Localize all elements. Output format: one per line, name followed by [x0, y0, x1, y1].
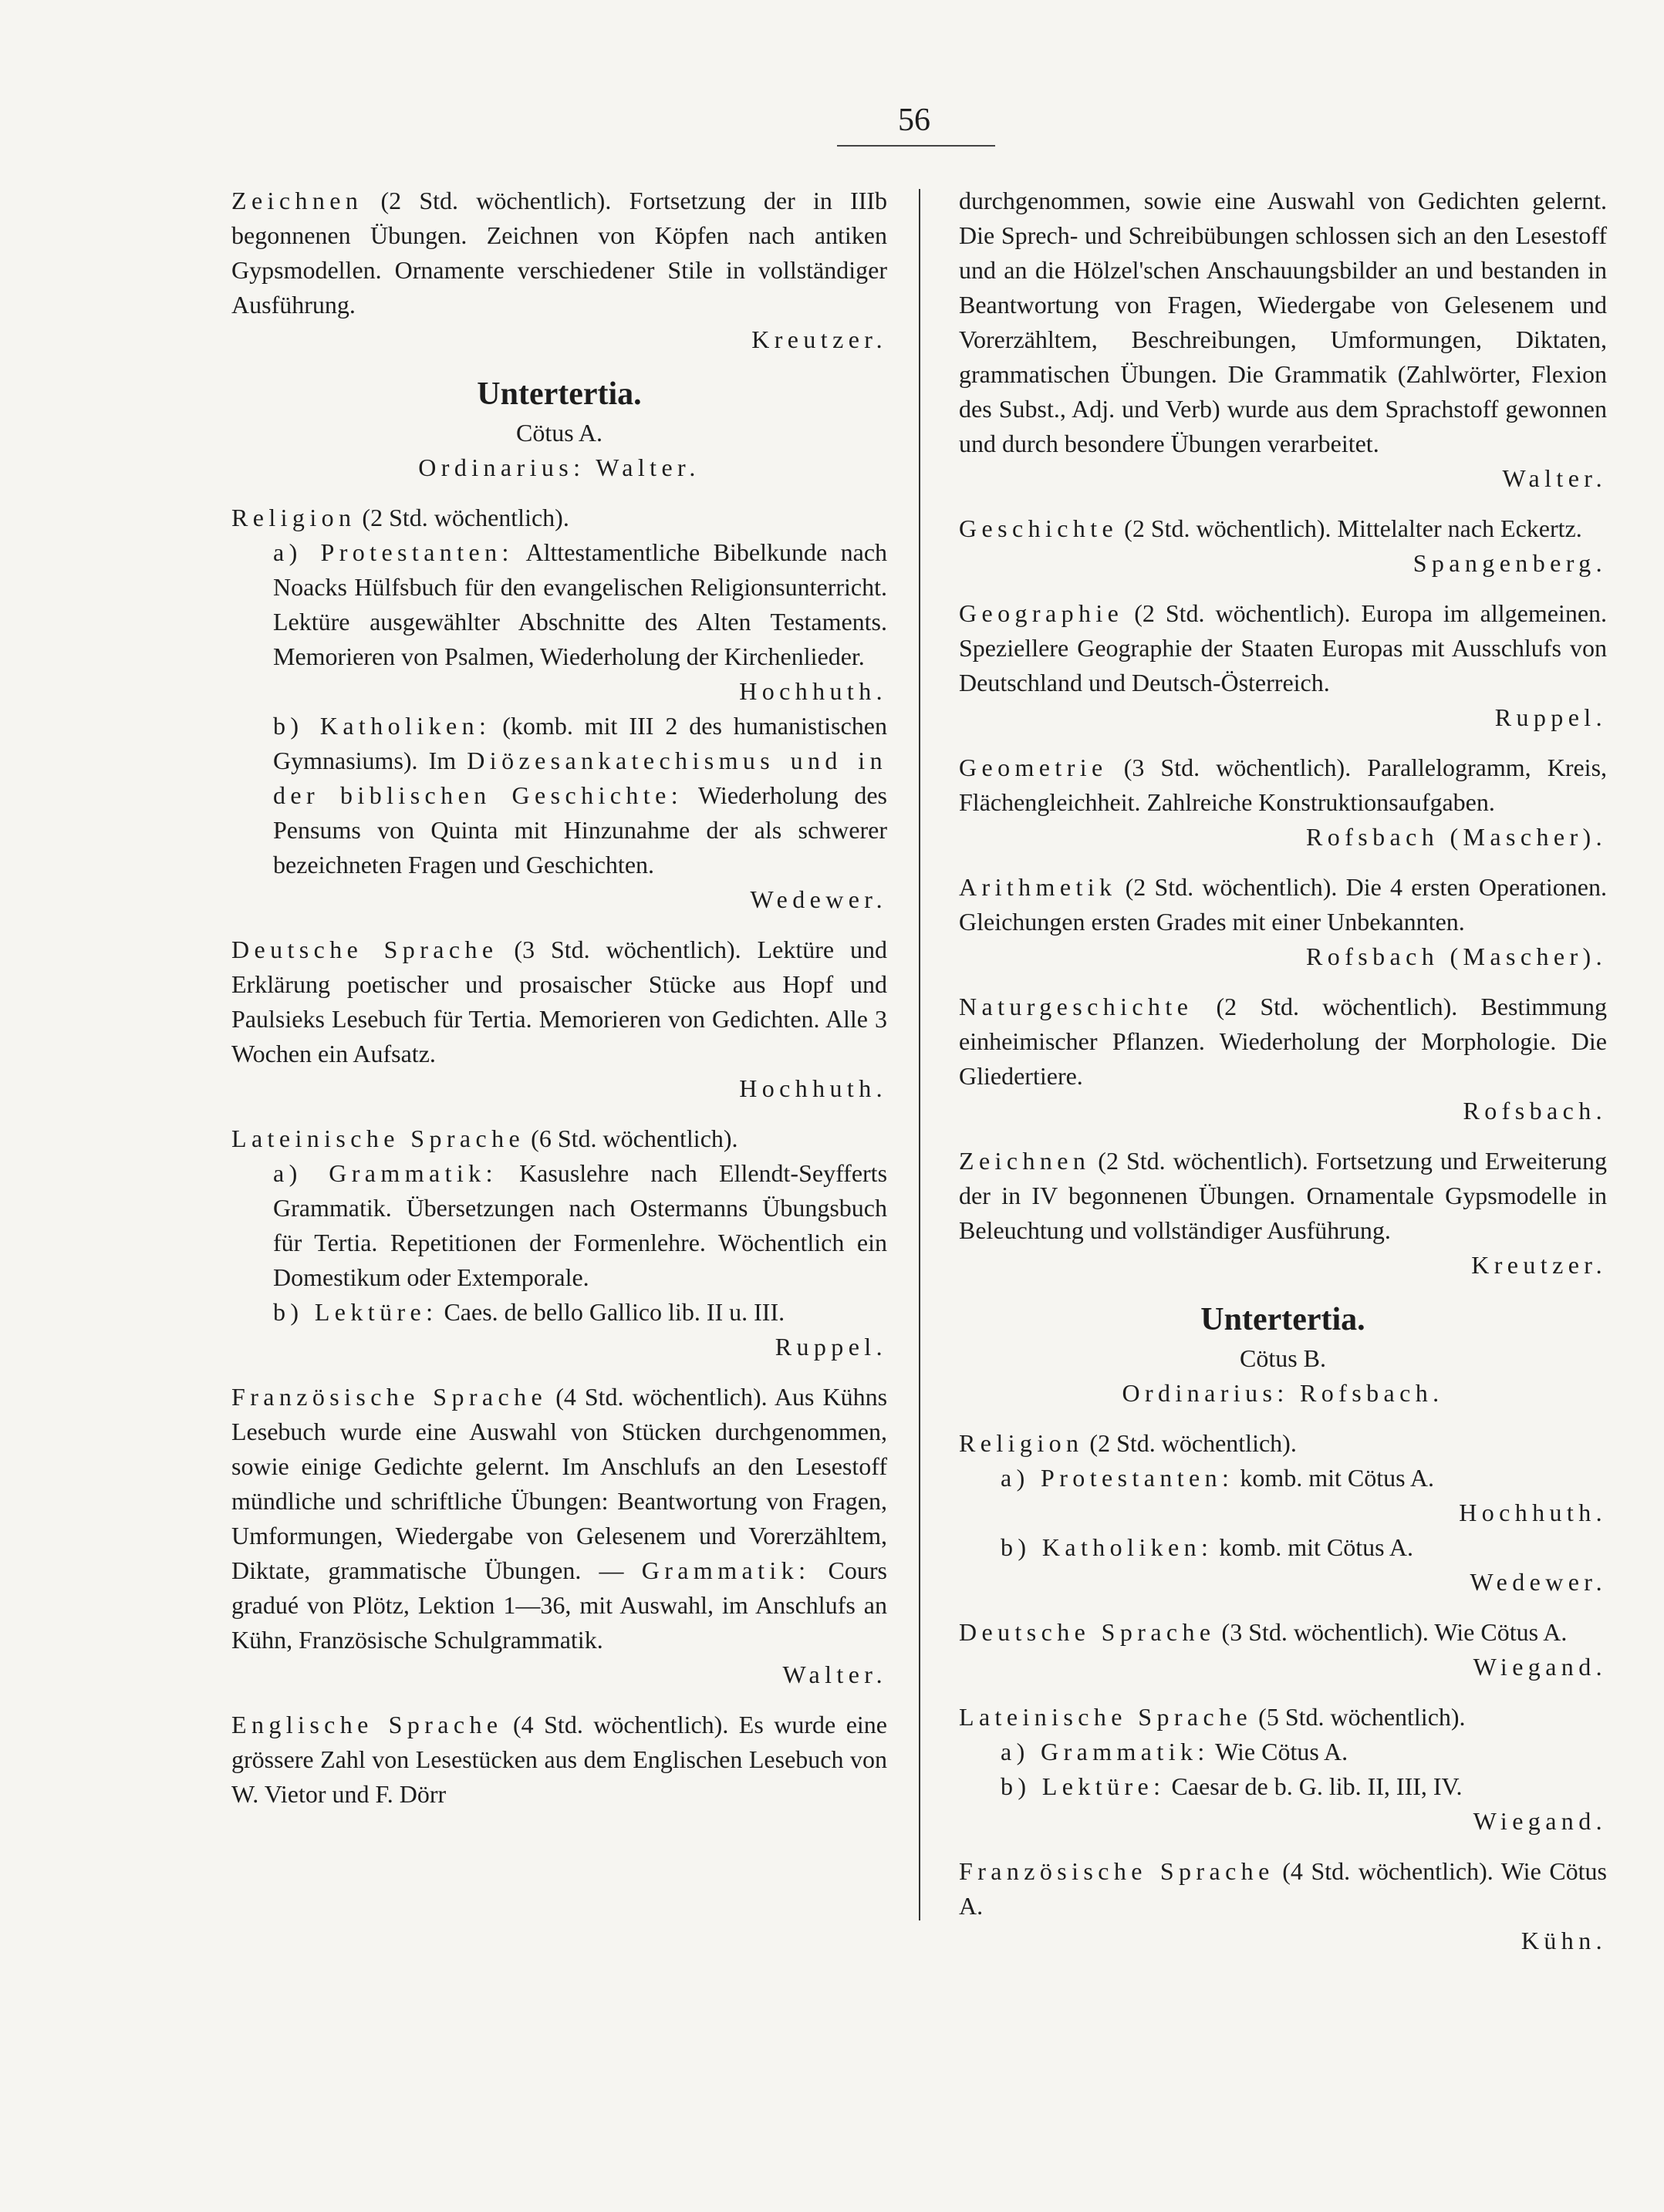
subject-title: Deutsche Sprache — [231, 936, 498, 963]
ordinarius-label: Ordinarius: Walter. — [418, 454, 700, 481]
teacher-name: Wiegand. — [1473, 1653, 1607, 1681]
geometrie-section: Geometrie (3 Std. wöchentlich). Parallelogramm, Kreis, Flächengleichheit. Zahlreiche Konstruktionsaufgaben. Rofsbach (Mascher). — [959, 750, 1607, 855]
teacher-name: Rofsbach. — [1463, 1097, 1607, 1125]
subject-title: Französische Sprache — [959, 1857, 1274, 1885]
religion-b-section: Religion (2 Std. wöchentlich). a) Protestanten: komb. mit Cötus A. Hochhuth. b) Katholiken: komb. mit Cötus A. Wedewer. — [959, 1426, 1607, 1600]
subject-title: Naturgeschichte — [959, 993, 1193, 1020]
teacher-name: Wedewer. — [1470, 1568, 1607, 1596]
subject-title: Geschichte — [959, 514, 1119, 542]
deutsch-section: Deutsche Sprache (3 Std. wöchentlich). Lektüre und Erklärung poetischer und prosaischer Stücke aus Hopf und Paulsieks Lesebuch für Tertia. Memorieren von Gedichten. Alle 3 Wochen ein Aufsatz. Hochhuth. — [231, 932, 887, 1106]
franz-b-section: Französische Sprache (4 Std. wöchentlich). Wie Cötus A. Kühn. — [959, 1854, 1607, 1958]
religion-section: Religion (2 Std. wöchentlich). a) Protestanten: Alttestamentliche Bibelkunde nach Noacks Hülfsbuch für den evangelischen Religionsunterricht. Lektüre ausgewählter Abschnitte des Alten Testaments. Memorieren von Psalmen, Wiederholung der Kirchenlieder. Hochhuth. b) Katholiken: (komb. mit III 2 des humanistischen Gymnasiums). Im Diözesankatechismus und in der biblischen Geschichte: Wiederholung des Pensums von Quinta mit Hinzunahme der als schwerer bezeichneten Fragen und Geschichten. Wedewer. — [231, 501, 887, 917]
naturgeschichte-section: Naturgeschichte (2 Std. wöchentlich). Bestimmung einheimischer Pflanzen. Wiederholung der Morphologie. Die Gliedertiere. Rofsbach. — [959, 990, 1607, 1128]
class-heading: Untertertia. — [477, 376, 642, 412]
arithmetik-section: Arithmetik (2 Std. wöchentlich). Die 4 ersten Operationen. Gleichungen ersten Grades mit einer Unbekannten. Rofsbach (Mascher). — [959, 870, 1607, 974]
teacher-name: Ruppel. — [775, 1333, 887, 1361]
ordinarius-label: Ordinarius: Rofsbach. — [1122, 1379, 1444, 1407]
subject-title: Religion — [959, 1429, 1084, 1457]
latein-section: Lateinische Sprache (6 Std. wöchentlich). a) Grammatik: Kasuslehre nach Ellendt-Seyfferts Grammatik. Übersetzungen nach Ostermanns Übungsbuch für Tertia. Repetitionen der Formenlehre. Wöchentlich ein Domestikum oder Extemporale. b) Lektüre: Caes. de bello Gallico lib. II u. III. Ruppel. — [231, 1121, 887, 1364]
subject-title: Arithmetik — [959, 873, 1117, 901]
subject-title: Englische Sprache — [231, 1711, 503, 1738]
subject-title: Deutsche Sprache — [959, 1618, 1216, 1646]
left-column — [231, 184, 887, 1827]
column-divider — [919, 189, 920, 1920]
page-number: 56 — [898, 103, 930, 138]
teacher-name: Hochhuth. — [1459, 1499, 1607, 1526]
teacher-name: Rofsbach (Mascher). — [1306, 823, 1607, 851]
latein-b-section: Lateinische Sprache (5 Std. wöchentlich). a) Grammatik: Wie Cötus A. b) Lektüre: Caesar de b. G. lib. II, III, IV. Wiegand. — [959, 1700, 1607, 1839]
teacher-name: Rofsbach (Mascher). — [1306, 942, 1607, 970]
teacher-name: Wedewer. — [750, 885, 887, 913]
teacher-name: Hochhuth. — [739, 1074, 887, 1102]
subject-title: Französische Sprache — [231, 1383, 548, 1411]
teacher-name: Kühn. — [1521, 1927, 1607, 1954]
coetus-label: Cötus B. — [1239, 1344, 1327, 1372]
englisch-continued-section: durchgenommen, sowie eine Auswahl von Gedichten gelernt. Die Sprech- und Schreibübungen schlossen sich an den Lesestoff und an die Hölzel'schen Anschauungsbilder an und bestanden in Beantwortung von Fragen, Wiedergabe von Gelesenem und Vorerzähltem, Beschreibungen, Umformungen, Diktaten, grammatischen Übungen. Die Grammatik (Zahlwörter, Flexion des Subst., Adj. und Verb) wurde aus dem Sprachstoff gewonnen und durch besondere Übungen verarbeitet. Walter. — [959, 184, 1607, 496]
subject-title: Zeichnen — [231, 187, 363, 214]
teacher-name: Walter. — [1502, 464, 1607, 492]
page-number-rule — [837, 145, 995, 147]
subject-title: Religion — [231, 504, 356, 531]
zeichnen-prev-section: Zeichnen (2 Std. wöchentlich). Fortsetzung der in IIIb begonnenen Übungen. Zeichnen von Köpfen nach antiken Gypsmodellen. Ornamente verschiedener Stile in vollständiger Ausführung. Kreutzer. — [231, 184, 887, 357]
deutsch-b-section: Deutsche Sprache (3 Std. wöchentlich). Wie Cötus A. Wiegand. — [959, 1615, 1607, 1684]
geographie-section: Geographie (2 Std. wöchentlich). Europa im allgemeinen. Speziellere Geographie der Staaten Europas mit Ausschlufs von Deutschland und Deutsch-Österreich. Ruppel. — [959, 596, 1607, 735]
englisch-section: Englische Sprache (4 Std. wöchentlich). Es wurde eine grössere Zahl von Lesestücken aus dem Englischen Lesebuch von W. Vietor und F. Dörr — [231, 1711, 887, 1808]
teacher-name: Walter. — [782, 1661, 887, 1688]
teacher-name: Kreutzer. — [751, 325, 887, 353]
right-column — [959, 184, 1607, 1974]
franz-section: Französische Sprache (4 Std. wöchentlich). Aus Kühns Lesebuch wurde eine Auswahl von Stücken durchgenommen, sowie einige Gedichte gelernt. Im Anschlufs an den Lesestoff mündliche und schriftliche Übungen: Beantwortung von Fragen, Umformungen, Wiedergabe von Gelesenem und Vorerzähltem, Diktate, grammatische Übungen. — Grammatik: Cours gradué von Plötz, Lektion 1—36, mit Auswahl, im Anschlufs an Kühn, Französische Schulgrammatik. Walter. — [231, 1380, 887, 1692]
teacher-name: Kreutzer. — [1471, 1251, 1607, 1279]
teacher-name: Spangenberg. — [1413, 549, 1607, 577]
subject-title: Zeichnen — [959, 1147, 1091, 1175]
geschichte-section: Geschichte (2 Std. wöchentlich). Mittelalter nach Eckertz. Spangenberg. — [959, 511, 1607, 581]
subject-title: Lateinische Sprache — [231, 1125, 525, 1152]
teacher-name: Ruppel. — [1494, 703, 1607, 731]
coetus-label: Cötus A. — [515, 419, 603, 447]
teacher-name: Hochhuth. — [739, 677, 887, 705]
subject-title: Geometrie — [959, 754, 1108, 781]
class-heading: Untertertia. — [1200, 1302, 1365, 1337]
teacher-name: Wiegand. — [1473, 1807, 1607, 1835]
subject-title: Geographie — [959, 599, 1124, 627]
subject-title: Lateinische Sprache — [959, 1703, 1253, 1731]
zeichnen-section: Zeichnen (2 Std. wöchentlich). Fortsetzung und Erweiterung der in IV begonnenen Übungen. Ornamentale Gypsmodelle in Beleuchtung und vollständiger Ausführung. Kreutzer. — [959, 1144, 1607, 1283]
